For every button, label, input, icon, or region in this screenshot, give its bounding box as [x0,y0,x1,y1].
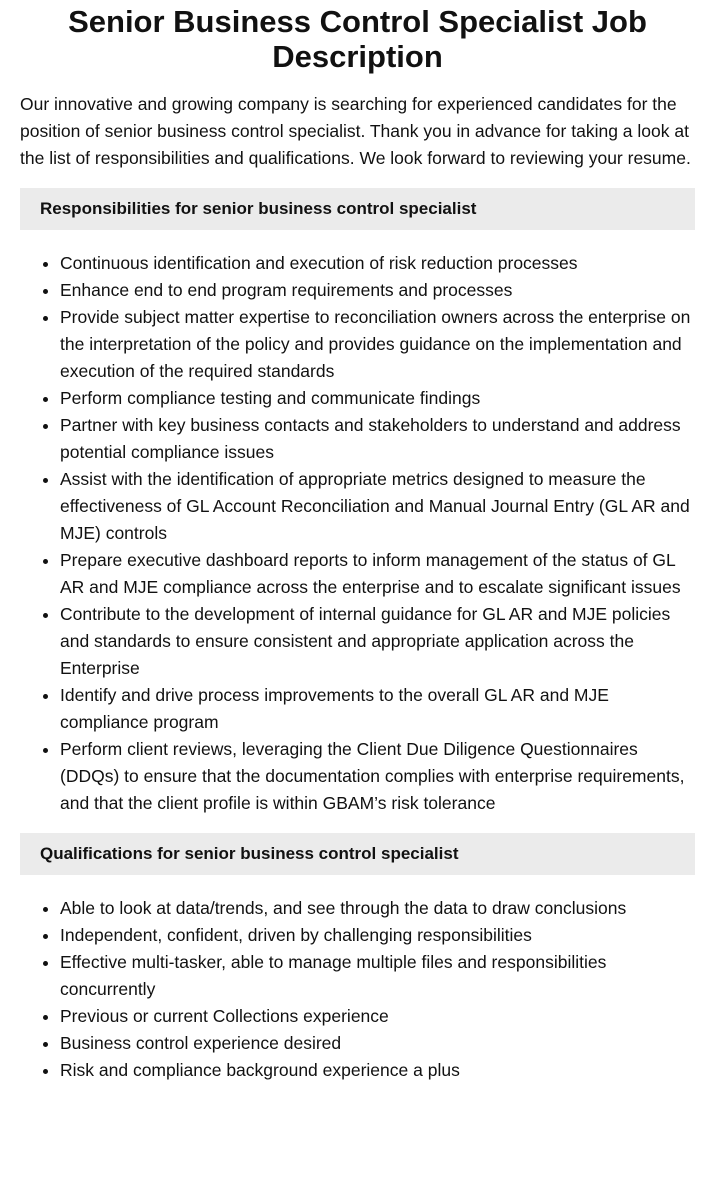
list-item: • Business control experience desired [60,1030,695,1057]
list-item: • Continuous identification and execution of risk reduction processes [60,250,695,277]
list-item: • Perform client reviews, leveraging the Client Due Diligence Questionnaires (DDQs) to ensure that the documentation complies with enterprise requirements, and that the client profile is within GBAM’s risk tolerance [60,736,695,817]
list-item: • Identify and drive process improvements to the overall GL AR and MJE compliance program [60,682,695,736]
intro-paragraph: Our innovative and growing company is searching for experienced candidates for the position of senior business control specialist. Thank you in advance for taking a look at the list of responsibilities and qualifications. We look forward to reviewing your resume. [20,94,691,168]
list-item: • Able to look at data/trends, and see through the data to draw conclusions [60,895,695,922]
list-item: • Independent, confident, driven by challenging responsibilities [60,922,695,949]
qualifications-list [20,895,695,1084]
qualifications-heading: Qualifications for senior business control specialist [20,833,695,875]
list-item: • Previous or current Collections experience [60,1003,695,1030]
list-item: • Assist with the identification of appropriate metrics designed to measure the effectiveness of GL Account Reconciliation and Manual Journal Entry (GL AR and MJE) controls [60,466,695,547]
list-item: • Enhance end to end program requirements and processes [60,277,695,304]
list-item: • Prepare executive dashboard reports to inform management of the status of GL AR and MJE compliance across the enterprise and to escalate significant issues [60,547,695,601]
list-item: • Perform compliance testing and communicate findings [60,385,695,412]
responsibilities-heading: Responsibilities for senior business control specialist [20,188,695,230]
job-description [0,4,720,1084]
page-title: Senior Business Control Specialist Job Description [68,4,647,74]
list-item: • Contribute to the development of internal guidance for GL AR and MJE policies and standards to ensure consistent and appropriate application across the Enterprise [60,601,695,682]
list-item: • Partner with key business contacts and stakeholders to understand and address potential compliance issues [60,412,695,466]
list-item: • Effective multi-tasker, able to manage multiple files and responsibilities concurrently [60,949,695,1003]
list-item: • Risk and compliance background experience a plus [60,1057,695,1084]
list-item: • Provide subject matter expertise to reconciliation owners across the enterprise on the interpretation of the policy and provides guidance on the implementation and execution of the required standards [60,304,695,385]
responsibilities-list [20,250,695,817]
